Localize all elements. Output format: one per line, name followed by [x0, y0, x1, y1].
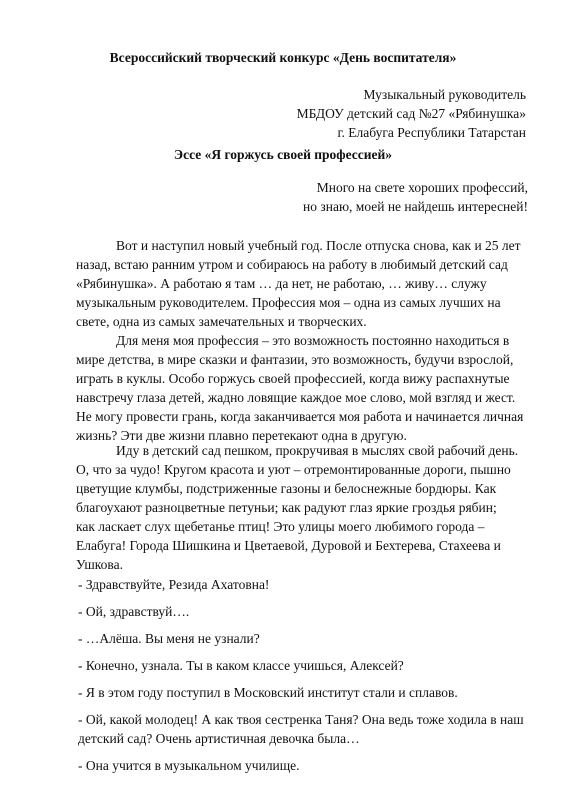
paragraph-line: Для меня моя профессия – это возможность постоянно находиться в [116, 333, 510, 348]
dialogue-text: - Ой, здравствуй…. [78, 604, 190, 619]
dialogue-line-5 [78, 683, 522, 702]
paragraph-line: играть в куклы. Особо горжусь своей профессией, когда вижу распахнутые [76, 371, 510, 386]
epigraph-line: Много на свете хороших профессий, [316, 180, 528, 195]
paragraph-line: благоухают разноцветные петуньи; как радуют глаз яркие гроздья рябин; [76, 500, 497, 515]
paragraph-line: Ушкова. [76, 557, 123, 572]
author-block [297, 85, 526, 142]
dialogue-line-7 [78, 756, 522, 775]
paragraph-line: О, что за чудо! Кругом красота и уют – отремонтированные дороги, пышно [76, 462, 511, 477]
author-position: Музыкальный руководитель [363, 87, 526, 102]
dialogue-text: - Конечно, узнала. Ты в каком классе учишься, Алексей? [78, 658, 404, 673]
paragraph-3 [76, 441, 520, 574]
paragraph-line: как ласкает слух щебетанье птиц! Это улицы моего любимого города – [76, 519, 485, 534]
paragraph-line: музыкальным руководителем. Профессия моя – одна из самых лучших на [76, 295, 501, 310]
dialogue-line-4 [78, 656, 522, 675]
paragraph-line: цветущие клумбы, подстриженные газоны и белоснежные бордюры. Как [76, 481, 497, 496]
paragraph-line: навстречу глаза детей, жадно ловящие каждое мое слово, мой взгляд и жест. [76, 390, 516, 405]
dialogue-text: - Она учится в музыкальном училище. [78, 758, 300, 773]
dialogue-line-6 [78, 710, 522, 748]
paragraph-line: жизнь? Эти две жизни плавно перетекают одна в другую. [76, 428, 407, 443]
dialogue-text: - Здравствуйте, Резида Ахатовна! [78, 577, 270, 592]
paragraph-line: Елабуга! Города Шишкина и Цветаевой, Дуровой и Бехтерева, Стахеева и [76, 538, 501, 553]
paragraph-line: назад, встаю ранним утром и собираюсь на работу в любимый детский сад [76, 257, 508, 272]
dialogue-line-2 [78, 602, 522, 621]
author-city: г. Елабуга Республики Татарстан [337, 125, 526, 140]
paragraph-2 [76, 331, 524, 445]
paragraph-line: Вот и наступил новый учебный год. После отпуска снова, как и 25 лет [116, 238, 521, 253]
epigraph [303, 178, 528, 216]
epigraph-line: но знаю, моей не найдешь интересней! [303, 199, 528, 214]
paragraph-line: Иду в детский сад пешком, прокручивая в мыслях свой рабочий день. [116, 443, 519, 458]
dialogue-text: - …Алёша. Вы меня не узнали? [78, 631, 260, 646]
paragraph-line: Не могу провести грань, когда заканчивается моя работа и начинается личная [76, 409, 524, 424]
dialogue-text: детский сад? Очень артистичная девочка была… [78, 731, 360, 746]
paragraph-1 [76, 236, 520, 331]
paragraph-line: свете, одна из самых замечательных и творческих. [76, 314, 367, 329]
dialogue-text: - Я в этом году поступил в Московский институт стали и сплавов. [78, 685, 458, 700]
dialogue-text: - Ой, какой молодец! А как твоя сестренка Таня? Она ведь тоже ходила в наш [78, 712, 524, 727]
dialogue-line-1 [78, 575, 522, 594]
contest-title: Всероссийский творческий конкурс «День воспитателя» [109, 50, 457, 65]
paragraph-line: «Рябинушка». А работаю я там … да нет, не работаю, … живу… служу [76, 276, 487, 291]
essay-title: Эссе «Я горжусь своей профессией» [173, 147, 393, 162]
paragraph-line: мире детства, в мире сказки и фантазии, это возможность, будучи взрослой, [76, 352, 514, 367]
dialogue-line-3 [78, 629, 522, 648]
author-organization: МБДОУ детский сад №27 «Рябинушка» [296, 106, 526, 121]
